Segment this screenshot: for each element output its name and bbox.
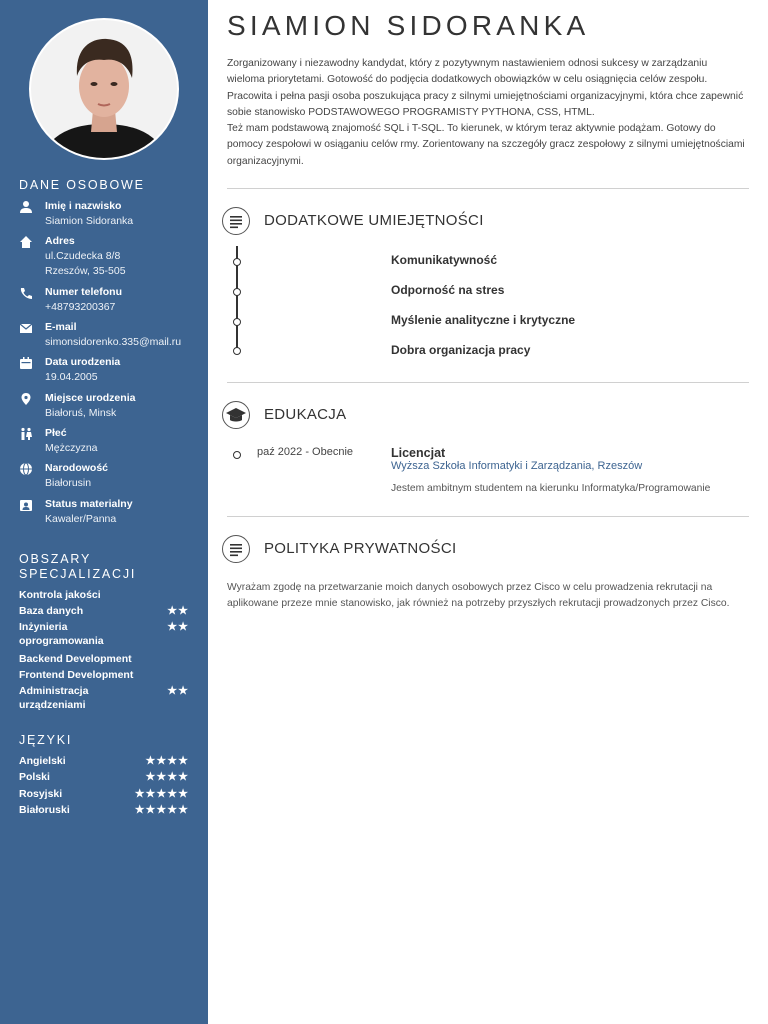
personal-item-label: Numer telefonu <box>45 286 123 298</box>
gender-icon <box>19 427 33 441</box>
rating-stars: ★★★★ <box>145 755 189 767</box>
candidate-name: SIAMION SIDORANKA <box>227 10 590 41</box>
specialization-name: Frontend Development <box>19 669 134 681</box>
section-divider <box>227 188 749 189</box>
list-icon <box>222 207 250 235</box>
personal-item-value: 19.04.2005 <box>45 371 98 383</box>
specialization-name: Backend Development <box>19 653 132 665</box>
personal-item-value: Białoruś, Minsk <box>45 407 117 419</box>
location-pin-icon <box>19 392 33 406</box>
globe-icon <box>19 462 33 476</box>
phone-icon <box>19 286 33 300</box>
profile-summary <box>227 56 747 170</box>
rating-stars: ★★★★★ <box>134 788 189 800</box>
personal-item-label: Narodowość <box>45 462 109 474</box>
personal-item-label: Data urodzenia <box>45 356 121 368</box>
language-item <box>19 804 189 817</box>
personal-item-value: +48793200367 <box>45 301 116 313</box>
person-icon <box>19 200 33 214</box>
education-date: paź 2022 - Obecnie <box>257 446 354 458</box>
section-divider <box>227 516 749 517</box>
language-name: Białoruski <box>19 804 70 816</box>
language-item <box>19 788 189 801</box>
personal-item-value: Mężczyzna <box>45 442 98 454</box>
specialization-name: Inżynieria oprogramowania <box>19 621 104 647</box>
education-title: EDUKACJA <box>264 406 347 423</box>
personal-item-label: Płeć <box>45 427 67 439</box>
mail-icon <box>19 321 33 335</box>
personal-data-heading: DANE OSOBOWE <box>19 178 145 192</box>
section-divider <box>227 382 749 383</box>
additional-skill: Komunikatywność <box>391 253 498 267</box>
additional-skill: Odporność na stres <box>391 283 505 297</box>
language-item <box>19 755 189 768</box>
summary-paragraph: Zorganizowany i niezawodny kandydat, który z pozytywnym nastawieniem odnosi sukcesy w zarządzaniu wieloma priorytetami. Gotowość do podjęcia dodatkowych obowiązków w celu osiągnięcia celów zespołu. Pracowita i pełna pasji osoba poszukująca pracy z silnymi umiejętnościami organizacyjnymi, która chce zapewnić sobie stanowisko PODSTAWOWEGO PROGRAMISTY PYTHONA, CSS, HTML. <box>227 58 744 118</box>
personal-item-label: Miejsce urodzenia <box>45 392 136 404</box>
rating-stars: ★★ <box>167 605 189 617</box>
timeline-dot <box>233 258 241 266</box>
languages-heading: JĘZYKI <box>19 733 73 747</box>
specialization-item <box>19 621 189 648</box>
specialization-item <box>19 653 189 667</box>
specialization-item <box>19 605 189 619</box>
specialization-item <box>19 685 189 712</box>
language-name: Rosyjski <box>19 788 63 800</box>
document-icon <box>222 535 250 563</box>
rating-stars: ★★ <box>167 685 189 697</box>
education-degree: Licencjat <box>391 446 446 460</box>
profile-photo <box>29 18 179 160</box>
specialization-item <box>19 589 189 603</box>
timeline-dot <box>233 318 241 326</box>
calendar-icon <box>19 356 33 370</box>
personal-item-value: Siamion Sidoranka <box>45 215 134 227</box>
graduation-cap-icon <box>222 401 250 429</box>
language-name: Polski <box>19 771 50 783</box>
education-description: Jestem ambitnym studentem na kierunku Informatyka/Programowanie <box>391 483 711 494</box>
education-school: Wyższa Szkoła Informatyki i Zarządzania, Rzeszów <box>391 460 643 472</box>
personal-item-label: Imię i nazwisko <box>45 200 122 212</box>
privacy-text: Wyrażam zgodę na przetwarzanie moich danych osobowych przez Cisco w celu prowadzenia rekrutacji na aplikowane przeze mnie stanowisko, jak również na potrzeby przyszłych rekrutacji prowadzonych przez Cisco. <box>227 582 730 610</box>
rating-stars: ★★★★★ <box>134 804 189 816</box>
language-name: Angielski <box>19 755 66 767</box>
timeline-dot <box>233 347 241 355</box>
specialization-item <box>19 669 189 683</box>
status-icon <box>19 498 33 512</box>
additional-skills-title: DODATKOWE UMIEJĘTNOŚCI <box>264 212 484 229</box>
timeline-dot <box>233 451 241 459</box>
personal-item-value: simonsidorenko.335@mail.ru <box>45 336 182 348</box>
personal-item-label: Status materialny <box>45 498 133 510</box>
personal-item-label: E-mail <box>45 321 77 333</box>
specialization-name: Administracja urządzeniami <box>19 685 89 711</box>
timeline-dot <box>233 288 241 296</box>
additional-skill: Myślenie analityczne i krytyczne <box>391 313 576 327</box>
personal-item-value: Kawaler/Panna <box>45 513 117 525</box>
specialization-name: Baza danych <box>19 605 84 617</box>
personal-item-value: ul.Czudecka 8/8 Rzeszów, 35-505 <box>45 250 126 277</box>
rating-stars: ★★★★ <box>145 771 189 783</box>
sidebar <box>0 0 208 1024</box>
summary-paragraph: Też mam podstawową znajomość SQL i T-SQL. To kierunek, w którym teraz aktywnie podążam. Gotowy do pomocy zespołowi w osiąganiu celów rmy. Zorientowany na szczegóły gracz zespołowy z silnymi umiejętnościami organizacyjnymi. <box>227 123 745 167</box>
rating-stars: ★★ <box>167 621 189 633</box>
home-icon <box>19 235 33 249</box>
specializations-heading: OBSZARY SPECJALIZACJI <box>19 552 137 581</box>
privacy-title: POLITYKA PRYWATNOŚCI <box>264 540 457 557</box>
language-item <box>19 771 189 784</box>
specialization-name: Kontrola jakości <box>19 589 101 601</box>
personal-item-value: Białorusin <box>45 477 92 489</box>
additional-skill: Dobra organizacja pracy <box>391 343 531 357</box>
personal-item-label: Adres <box>45 235 75 247</box>
